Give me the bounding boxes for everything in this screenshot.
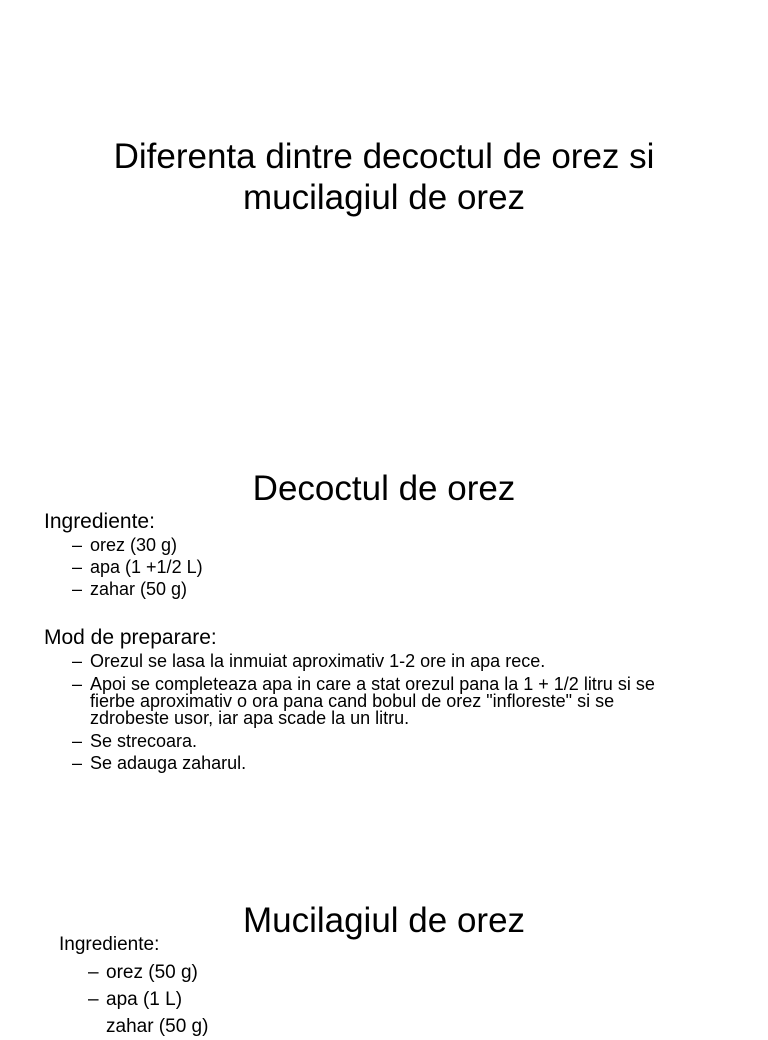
list-item-text: apa (1 +1/2 L) bbox=[90, 557, 203, 577]
list-item-text: zahar (50 g) bbox=[90, 579, 188, 599]
presentation-title: Diferenta dintre decoctul de orez si mucilagiul de orez bbox=[113, 137, 655, 217]
bullet-dash: – bbox=[88, 961, 99, 983]
bullet-dash: – bbox=[72, 673, 83, 694]
bullet-dash: – bbox=[72, 535, 83, 555]
list-item-text-line: zdrobeste usor, iar apa scade la un litru. bbox=[90, 707, 410, 728]
list-item bbox=[88, 959, 388, 986]
list-item-text: Se adauga zaharul. bbox=[90, 753, 247, 773]
ingredients-label: Ingrediente: bbox=[44, 510, 155, 533]
ingredients-list bbox=[88, 959, 388, 1013]
list-item-text: apa (1 L) bbox=[106, 988, 183, 1010]
list-item-cut-off: zahar (50 g) bbox=[106, 1015, 209, 1037]
ingredients-label: Ingrediente: bbox=[59, 934, 160, 955]
bullet-dash: – bbox=[72, 579, 83, 599]
list-item-text-line: Apoi se completeaza apa in care a stat orezul pana la 1 + 1/2 litru si se bbox=[90, 673, 655, 694]
bullet-dash: – bbox=[72, 731, 83, 751]
list-item-text: Se strecoara. bbox=[90, 731, 198, 751]
preparation-label: Mod de preparare: bbox=[44, 626, 217, 649]
list-item-text: orez (50 g) bbox=[106, 961, 198, 983]
bullet-dash: – bbox=[72, 651, 83, 671]
bullet-dash: – bbox=[88, 988, 99, 1010]
section-heading-decoct: Decoctul de orez bbox=[252, 469, 516, 508]
list-item-text-line: fierbe aproximativ o ora pana cand bobul de orez "infloreste" si se bbox=[90, 690, 615, 711]
section-heading-mucilage: Mucilagiul de orez bbox=[242, 901, 526, 940]
list-item bbox=[88, 986, 388, 1013]
bullet-dash: – bbox=[72, 557, 83, 577]
list-item-text: Orezul se lasa la inmuiat aproximativ 1-2 ore in apa rece. bbox=[90, 651, 546, 671]
list-item-text: orez (30 g) bbox=[90, 535, 178, 555]
bullet-dash: – bbox=[72, 753, 83, 773]
